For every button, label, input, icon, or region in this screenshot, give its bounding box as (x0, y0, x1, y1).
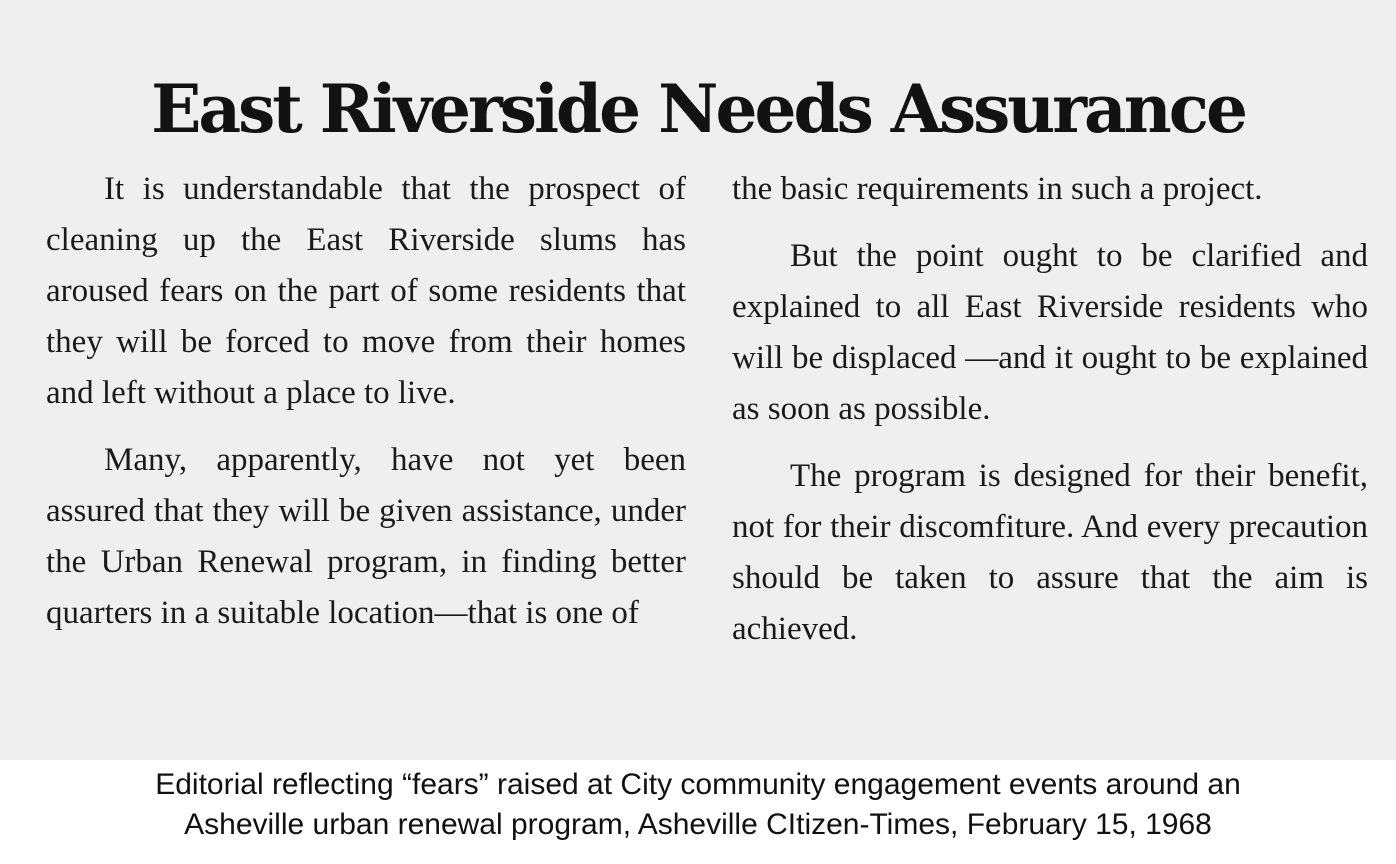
caption-line: Asheville urban renewal program, Asheville CItizen-Times, February 15, 1968 (184, 808, 1212, 841)
caption-line: Editorial reflecting “fears” raised at City community engagement events around an (155, 768, 1241, 801)
left-column (46, 164, 686, 639)
paragraph: It is understandable that the prospect of cleaning up the East Riverside slums has aroused fears on the part of some residents that they will be forced to move from their homes and left without a place to live. (46, 171, 686, 411)
headline: East Riverside Needs Assurance (151, 70, 1245, 149)
right-column (732, 164, 1368, 655)
paragraph: The program is designed for their benefit, not for their discomfiture. And every precaution should be taken to assure that the aim is achieved. (732, 458, 1368, 647)
image-caption (0, 765, 1396, 845)
paragraph: But the point ought to be clarified and explained to all East Riverside residents who will be displaced —and it ought to be explained as soon as possible. (732, 238, 1368, 427)
paragraph-continuation: the basic requirements in such a project. (732, 171, 1263, 207)
paragraph: Many, apparently, have not yet been assured that they will be given assistance, under the Urban Renewal program, in finding better quarters in a suitable location—that is one of (46, 442, 686, 631)
